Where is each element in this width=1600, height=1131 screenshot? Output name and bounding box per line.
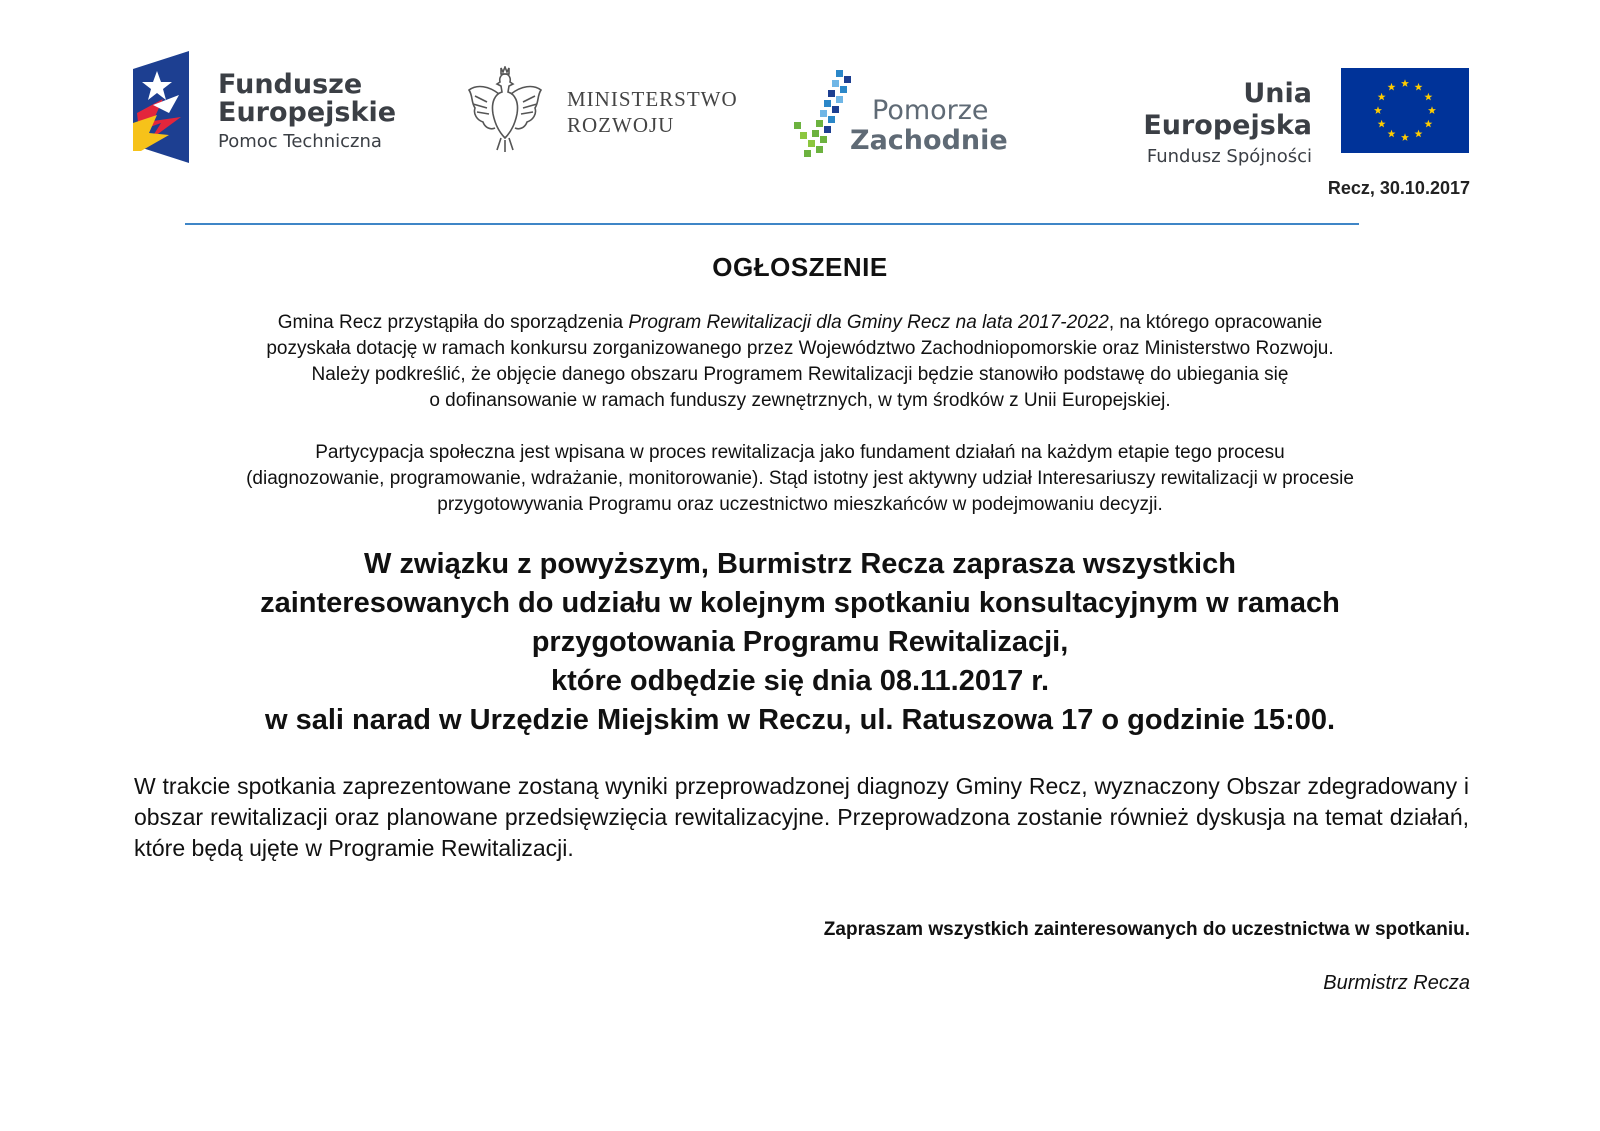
- eu-star: [1388, 83, 1396, 91]
- eu-star: [1401, 79, 1409, 87]
- participation-line3: przygotowywania Programu oraz uczestnictwo mieszkańców w podejmowaniu decyzji.: [437, 494, 1163, 515]
- invitation-line4: które odbędzie się dnia 08.11.2017 r.: [550, 665, 1050, 697]
- header-divider: [185, 223, 1359, 225]
- eu-star: [1424, 93, 1432, 101]
- eu-star: [1388, 130, 1396, 138]
- invitation-line3: przygotowania Programu Rewitalizacji,: [531, 626, 1069, 658]
- eu-flag: [1341, 68, 1469, 153]
- eagle-emblem: [465, 66, 545, 156]
- eu-star: [1378, 93, 1386, 101]
- signature: Burmistrz Recza: [1323, 972, 1470, 994]
- invitation-line1: W związku z powyższym, Burmistrz Recza zaprasza wszystkich: [364, 548, 1236, 580]
- fundusze-line1: Fundusze: [218, 69, 363, 100]
- invitation-line5: w sali narad w Urzędzie Miejskim w Reczu, ul. Ratuszowa 17 o godzinie 15:00.: [264, 704, 1336, 736]
- ministerstwo-line1: MINISTERSTWO: [567, 87, 738, 111]
- invitation-block: [110, 545, 1490, 740]
- eu-star: [1401, 133, 1409, 141]
- pomorze-zachodnie-logo: [792, 66, 1012, 161]
- document-heading: OGŁOSZENIE: [712, 252, 888, 282]
- intro-tail: , na którego opracowanie: [1108, 312, 1323, 333]
- intro-line2: pozyskała dotację w ramach konkursu zorganizowanego przez Województwo Zachodniopomorskie oraz Ministerstwo Rozwoju.: [266, 338, 1334, 359]
- eu-star: [1374, 106, 1382, 114]
- intro-lead: Gmina Recz przystąpiła do sporządzenia: [277, 312, 629, 333]
- participation-paragraph: [130, 440, 1470, 518]
- fundusze-line3: Pomoc Techniczna: [218, 131, 382, 152]
- logo-strip: [0, 0, 1600, 175]
- eu-star: [1424, 120, 1432, 128]
- ue-line2: Fundusz Spójności: [1146, 146, 1312, 167]
- intro-line4: o dofinansowanie w ramach funduszy zewnętrznych, w tym środków z Unii Europejskiej.: [429, 390, 1171, 411]
- fundusze-europejskie-emblem: [133, 51, 191, 166]
- document-date: Recz, 30.10.2017: [1327, 178, 1470, 198]
- unia-europejska-logo: [1082, 68, 1482, 167]
- intro-line1: [130, 310, 1470, 336]
- participation-line1: Partycypacja społeczna jest wpisana w proces rewitalizacja jako fundament działań na każdym etapie tego procesu: [315, 442, 1285, 463]
- ministerstwo-line2: ROZWOJU: [567, 113, 675, 137]
- intro-line3: Należy podkreślić, że objęcie danego obszaru Programem Rewitalizacji będzie stanowiło podstawę do ubiegania się: [311, 364, 1289, 385]
- fundusze-line2: Europejskie: [218, 97, 397, 128]
- program-title: Program Rewitalizacji dla Gminy Recz na lata 2017-2022: [628, 312, 1109, 333]
- eu-stars-icon: [1341, 68, 1469, 153]
- pomorze-line1: Pomorze: [872, 95, 989, 126]
- ue-line1: Unia Europejska: [1143, 78, 1312, 141]
- eu-star: [1415, 83, 1423, 91]
- participation-line2: (diagnozowanie, programowanie, wdrażanie, monitorowanie). Stąd istotny jest aktywny udział Interesariuszy rewitalizacji w procesie: [246, 468, 1354, 489]
- pomorze-line2: Zachodnie: [850, 125, 1008, 156]
- eu-star: [1428, 106, 1436, 114]
- ministerstwo-rozwoju-logo: [465, 66, 765, 158]
- intro-paragraph: [130, 310, 1470, 414]
- closing-line: Zapraszam wszystkich zainteresowanych do uczestnictwa w spotkaniu.: [823, 919, 1470, 940]
- eu-star: [1415, 130, 1423, 138]
- fundusze-europejskie-logo: [133, 51, 397, 166]
- meeting-details-paragraph: W trakcie spotkania zaprezentowane zostaną wyniki przeprowadzonej diagnozy Gminy Recz, wyznaczony Obszar zdegradowany i obszar rewitalizacji oraz planowane przedsięwzięcia rewitalizacyjne. Przeprowadzona zostanie również dyskusja na temat działań, które będą ujęte w Programie Rewitalizacji.: [134, 773, 1469, 861]
- eu-star: [1378, 120, 1386, 128]
- invitation-line2: zainteresowanych do udziału w kolejnym spotkaniu konsultacyjnym w ramach: [260, 587, 1340, 619]
